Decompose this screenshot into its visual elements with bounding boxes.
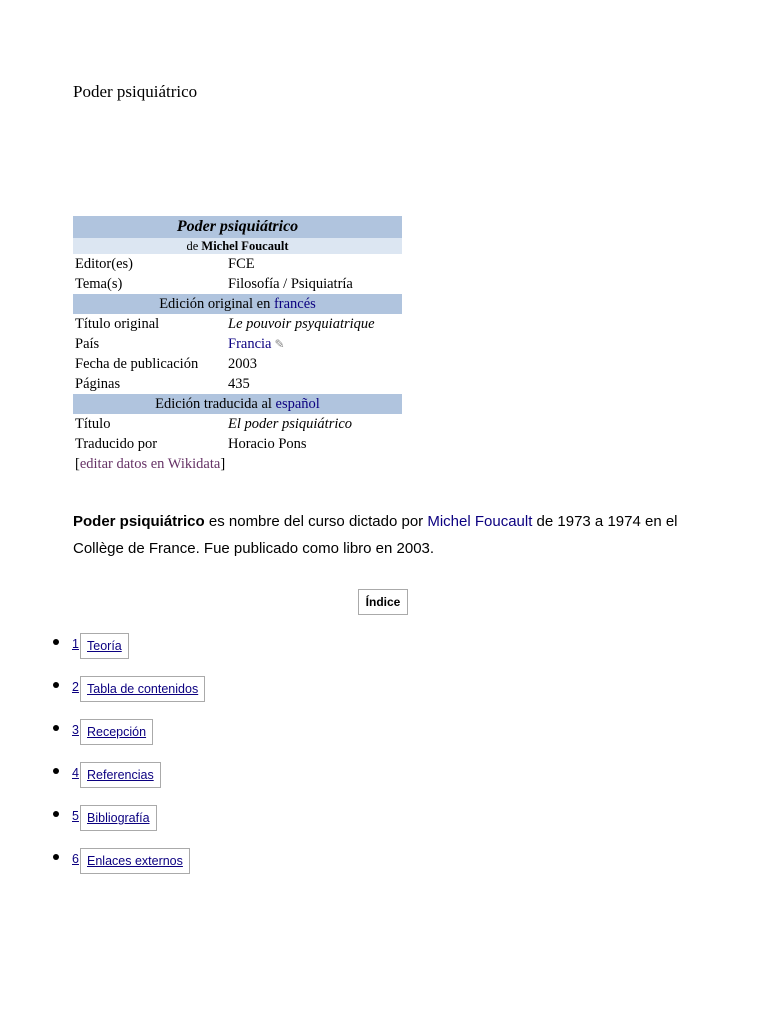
toc-number[interactable]: 3 [72, 723, 79, 737]
link-espanol[interactable]: español [275, 396, 320, 412]
infobox-key: País [75, 336, 100, 352]
intro-text: es nombre del curso dictado por [204, 513, 428, 530]
toc-link-recepcion[interactable]: Recepción [80, 719, 153, 745]
infobox-key: Título [75, 416, 111, 432]
infobox-section-original [73, 294, 402, 314]
page-title: Poder psiquiátrico [73, 82, 198, 101]
bullet-icon [53, 768, 59, 774]
bullet-icon [53, 854, 59, 860]
toc-title: Índice [358, 589, 408, 615]
infobox-value: FCE [228, 256, 255, 272]
infobox-row-titulo-original [73, 314, 402, 334]
infobox-row-traductor [73, 434, 402, 454]
bullet-icon [53, 811, 59, 817]
intro-paragraph [73, 508, 713, 562]
bullet-icon [53, 682, 59, 688]
infobox-key: Título original [75, 316, 160, 332]
infobox-row-fecha [73, 354, 402, 374]
infobox-row-paginas [73, 374, 402, 394]
toc-number[interactable]: 5 [72, 809, 79, 823]
infobox-value: 435 [228, 376, 250, 392]
toc-number[interactable]: 4 [72, 766, 79, 780]
bullet-icon [53, 639, 59, 645]
infobox-section-translated [73, 394, 402, 414]
pencil-icon[interactable]: ✎ [274, 337, 285, 351]
bracket-close: ] [220, 456, 226, 472]
toc-link-teoria[interactable]: Teoría [80, 633, 129, 659]
infobox-key: Tema(s) [75, 276, 123, 292]
infobox-value: Le pouvoir psyquiatrique [228, 316, 375, 332]
toc-link-referencias[interactable]: Referencias [80, 762, 161, 788]
link-frances[interactable]: francés [273, 296, 316, 312]
section-original-prefix: Edición original en [159, 296, 271, 312]
infobox-value: Horacio Pons [228, 436, 307, 452]
toc-number[interactable]: 2 [72, 680, 79, 694]
link-francia[interactable]: Francia [228, 336, 272, 352]
infobox-value: El poder psiquiátrico [228, 416, 353, 432]
bullet-icon [53, 725, 59, 731]
link-michel-foucault[interactable]: Michel Foucault [427, 513, 533, 530]
infobox-value: 2003 [228, 356, 257, 372]
intro-text: de 1973 a 1974 en el Collège de France. Fue publicado como libro en 2003. [73, 513, 678, 557]
edit-wikidata-link[interactable]: editar datos en Wikidata [79, 456, 221, 472]
infobox-row-tema [73, 274, 402, 294]
toc-number[interactable]: 6 [72, 852, 79, 866]
toc-link-enlaces-externos[interactable]: Enlaces externos [80, 848, 190, 874]
infobox-key: Fecha de publicación [75, 356, 199, 372]
infobox-key: Editor(es) [75, 256, 133, 272]
infobox-subtitle [73, 238, 402, 254]
infobox-row-titulo [73, 414, 402, 434]
infobox-value-pais [226, 334, 402, 354]
infobox-footer [73, 454, 402, 474]
toc-number[interactable]: 1 [72, 637, 79, 651]
section-translated-prefix: Edición traducida al [155, 396, 272, 412]
infobox-row-pais [73, 334, 402, 354]
infobox-row-editor [73, 254, 402, 274]
infobox [73, 216, 402, 474]
infobox-key: Páginas [75, 376, 121, 392]
toc-link-bibliografia[interactable]: Bibliografía [80, 805, 157, 831]
infobox-value: Filosofía / Psiquiatría [228, 276, 353, 292]
infobox-author: Michel Foucault [201, 239, 289, 253]
bracket-open: [ [75, 456, 80, 472]
intro-bold-title: Poder psiquiátrico [73, 513, 205, 530]
infobox-subtitle-prefix: de [186, 239, 199, 253]
toc-link-tabla-de-contenidos[interactable]: Tabla de contenidos [80, 676, 205, 702]
infobox-title: Poder psiquiátrico [73, 216, 402, 238]
infobox-key: Traducido por [75, 436, 158, 452]
